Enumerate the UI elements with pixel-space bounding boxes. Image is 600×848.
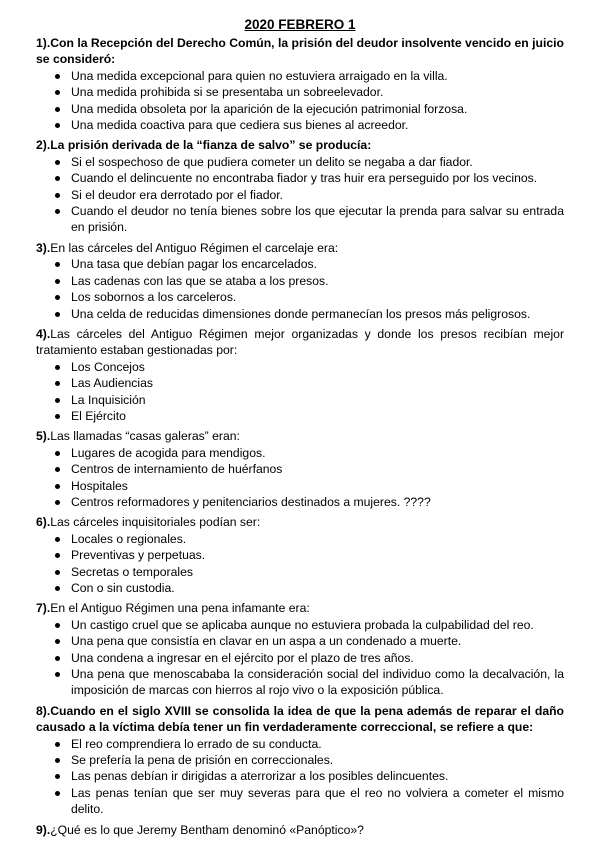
options-list [36, 736, 564, 818]
list-item [71, 170, 564, 186]
bullet-icon [55, 365, 60, 370]
question-text: En el Antiguo Régimen una pena infamante era: [50, 601, 310, 616]
options-list [36, 359, 564, 425]
option-text: Una medida prohibida si se presentaba un sobreelevador. [71, 85, 384, 100]
list-item [71, 650, 564, 666]
options-list [36, 256, 564, 322]
option-text: La Inquisición [71, 392, 146, 407]
option-text: Una pena que menoscababa la consideración social del individuo como la decalvación, la imposición de marcas con hierros al rojo vivo o la exposición pública. [71, 667, 564, 698]
list-item [71, 392, 564, 408]
options-list [36, 617, 564, 699]
question-7 [36, 600, 564, 698]
question-number: 8). [36, 703, 51, 718]
bullet-icon [55, 484, 60, 489]
question-9 [36, 822, 564, 838]
bullet-icon [55, 570, 60, 575]
list-item [71, 547, 564, 563]
bullet-icon [55, 123, 60, 128]
list-item [71, 736, 564, 752]
list-item [71, 408, 564, 424]
list-item [71, 445, 564, 461]
bullet-icon [55, 451, 60, 456]
question-number: 3). [36, 240, 51, 255]
option-text: Centros de internamiento de huérfanos [71, 462, 283, 477]
list-item [71, 461, 564, 477]
question-text: La prisión derivada de la “fianza de salvo” se producía: [50, 138, 372, 153]
list-item [71, 478, 564, 494]
option-text: Secretas o temporales [71, 564, 193, 579]
list-item [71, 666, 564, 699]
option-text: Las penas debían ir dirigidas a aterrorizar a los posibles delincuentes. [71, 769, 449, 784]
bullet-icon [55, 672, 60, 677]
list-item [71, 785, 564, 818]
option-text: Una pena que consistía en clavar en un aspa a un condenado a muerte. [71, 634, 462, 649]
question-number: 6). [36, 515, 51, 530]
question-1 [36, 35, 564, 133]
bullet-icon [55, 312, 60, 317]
list-item [71, 768, 564, 784]
list-item [71, 154, 564, 170]
question-8-head [36, 703, 564, 736]
options-list [36, 154, 564, 236]
question-number: 7). [36, 601, 51, 616]
bullet-icon [55, 381, 60, 386]
list-item [71, 375, 564, 391]
bullet-icon [55, 295, 60, 300]
option-text: Cuando el delincuente no encontraba fiador y tras huir era perseguido por los vecinos. [71, 171, 538, 186]
options-list [36, 531, 564, 597]
option-text: Hospitales [71, 478, 128, 493]
list-item [71, 273, 564, 289]
bullet-icon [55, 74, 60, 79]
bullet-icon [55, 107, 60, 112]
question-number: 9). [36, 822, 51, 837]
question-text: Las cárceles inquisitoriales podían ser: [50, 515, 261, 530]
option-text: Preventivas y perpetuas. [71, 548, 206, 563]
question-text: ¿Qué es lo que Jeremy Bentham denominó «Panóptico»? [50, 822, 364, 837]
bullet-icon [55, 279, 60, 284]
question-number: 5). [36, 429, 51, 444]
list-item [71, 494, 564, 510]
option-text: Se prefería la pena de prisión en correccionales. [71, 753, 334, 768]
option-text: Con o sin custodia. [71, 581, 175, 595]
option-text: Una medida coactiva para que cediera sus bienes al acreedor. [71, 118, 409, 133]
list-item [71, 617, 564, 633]
question-2 [36, 137, 564, 235]
bullet-icon [55, 262, 60, 267]
bullet-icon [55, 467, 60, 472]
option-text: Una medida excepcional para quien no estuviera arraigado en la villa. [71, 68, 448, 83]
bullet-icon [55, 500, 60, 505]
question-8 [36, 703, 564, 818]
bullet-icon [55, 758, 60, 763]
bullet-icon [55, 398, 60, 403]
option-text: Una condena a ingresar en el ejército por el plazo de tres años. [71, 650, 414, 665]
question-5-head [36, 428, 564, 444]
question-number: 2). [36, 138, 51, 153]
option-text: Una tasa que debían pagar los encarcelados. [71, 257, 317, 272]
question-4 [36, 326, 564, 424]
question-3-head [36, 240, 564, 256]
list-item [71, 187, 564, 203]
option-text: Lugares de acogida para mendigos. [71, 445, 266, 460]
bullet-icon [55, 90, 60, 95]
question-text: Cuando en el siglo XVIII se consolida la idea de que la pena además de reparar el daño causado a la víctima debía tener un fin verdaderamente correccional, se refiere a que: [36, 703, 564, 735]
option-text: Centros reformadores y penitenciarios destinados a mujeres. ???? [71, 494, 431, 509]
bullet-icon [55, 537, 60, 542]
list-item [71, 633, 564, 649]
question-1-head [36, 35, 564, 68]
list-item [71, 531, 564, 547]
option-text: Cuando el deudor no tenía bienes sobre los que ejecutar la prenda para salvar su entrada en prisión. [71, 204, 564, 235]
question-number: 4). [36, 326, 51, 341]
option-text: El Ejército [71, 408, 126, 423]
bullet-icon [55, 553, 60, 558]
option-text: Las penas tenían que ser muy severas para que el reo no volviera a cometer el mismo delito. [71, 785, 564, 817]
bullet-icon [55, 209, 60, 214]
question-text: En las cárceles del Antiguo Régimen el carcelaje era: [50, 240, 339, 255]
option-text: Una medida obsoleta por la aparición de la ejecución patrimonial forzosa. [71, 101, 468, 116]
bullet-icon [55, 742, 60, 747]
bullet-icon [55, 623, 60, 628]
option-text: Las cadenas con las que se ataba a los presos. [71, 273, 329, 288]
list-item [71, 84, 564, 100]
question-4-head [36, 326, 564, 359]
list-item [71, 117, 564, 133]
list-item [71, 306, 564, 322]
question-6-head [36, 514, 564, 530]
bullet-icon [55, 586, 60, 591]
bullet-icon [55, 774, 60, 779]
option-text: Los Concejos [71, 359, 145, 374]
options-list [36, 445, 564, 511]
bullet-icon [55, 160, 60, 165]
list-item [71, 256, 564, 272]
option-text: Los sobornos a los carceleros. [71, 290, 237, 305]
list-item [71, 203, 564, 236]
question-text: Las cárceles del Antiguo Régimen mejor organizadas y donde los presos recibían mejor tratamiento estaban gestionadas por: [36, 326, 564, 358]
option-text: Locales o regionales. [71, 531, 187, 546]
list-item [71, 101, 564, 117]
option-text: El reo comprendiera lo errado de su conducta. [71, 736, 322, 751]
option-text: Una celda de reducidas dimensiones donde permanecían los presos más peligrosos. [71, 306, 531, 321]
list-item [71, 752, 564, 768]
list-item [71, 564, 564, 580]
bullet-icon [55, 639, 60, 644]
bullet-icon [55, 656, 60, 661]
question-9-head [36, 822, 564, 838]
question-text: Las llamadas “casas galeras” eran: [50, 429, 240, 444]
page-title: 2020 FEBRERO 1 [244, 17, 356, 32]
bullet-icon [55, 193, 60, 198]
option-text: Si el sospechoso de que pudiera cometer un delito se negaba a dar fiador. [71, 154, 473, 169]
bullet-icon [55, 791, 60, 796]
question-number: 1). [36, 36, 51, 50]
question-text: Con la Recepción del Derecho Común, la prisión del deudor insolvente vencido en juicio se consideró: [36, 36, 564, 67]
bullet-icon [55, 414, 60, 419]
bullet-icon [55, 176, 60, 181]
question-6 [36, 514, 564, 596]
question-2-head [36, 137, 564, 153]
option-text: Un castigo cruel que se aplicaba aunque no estuviera probada la culpabilidad del reo. [71, 617, 534, 632]
list-item [71, 68, 564, 84]
question-7-head [36, 600, 564, 616]
list-item [71, 359, 564, 375]
options-list [36, 68, 564, 134]
question-3 [36, 240, 564, 322]
option-text: Las Audiencias [71, 376, 153, 391]
list-item [71, 580, 564, 596]
question-5 [36, 428, 564, 510]
option-text: Si el deudor era derrotado por el fiador. [71, 187, 284, 202]
list-item [71, 289, 564, 305]
